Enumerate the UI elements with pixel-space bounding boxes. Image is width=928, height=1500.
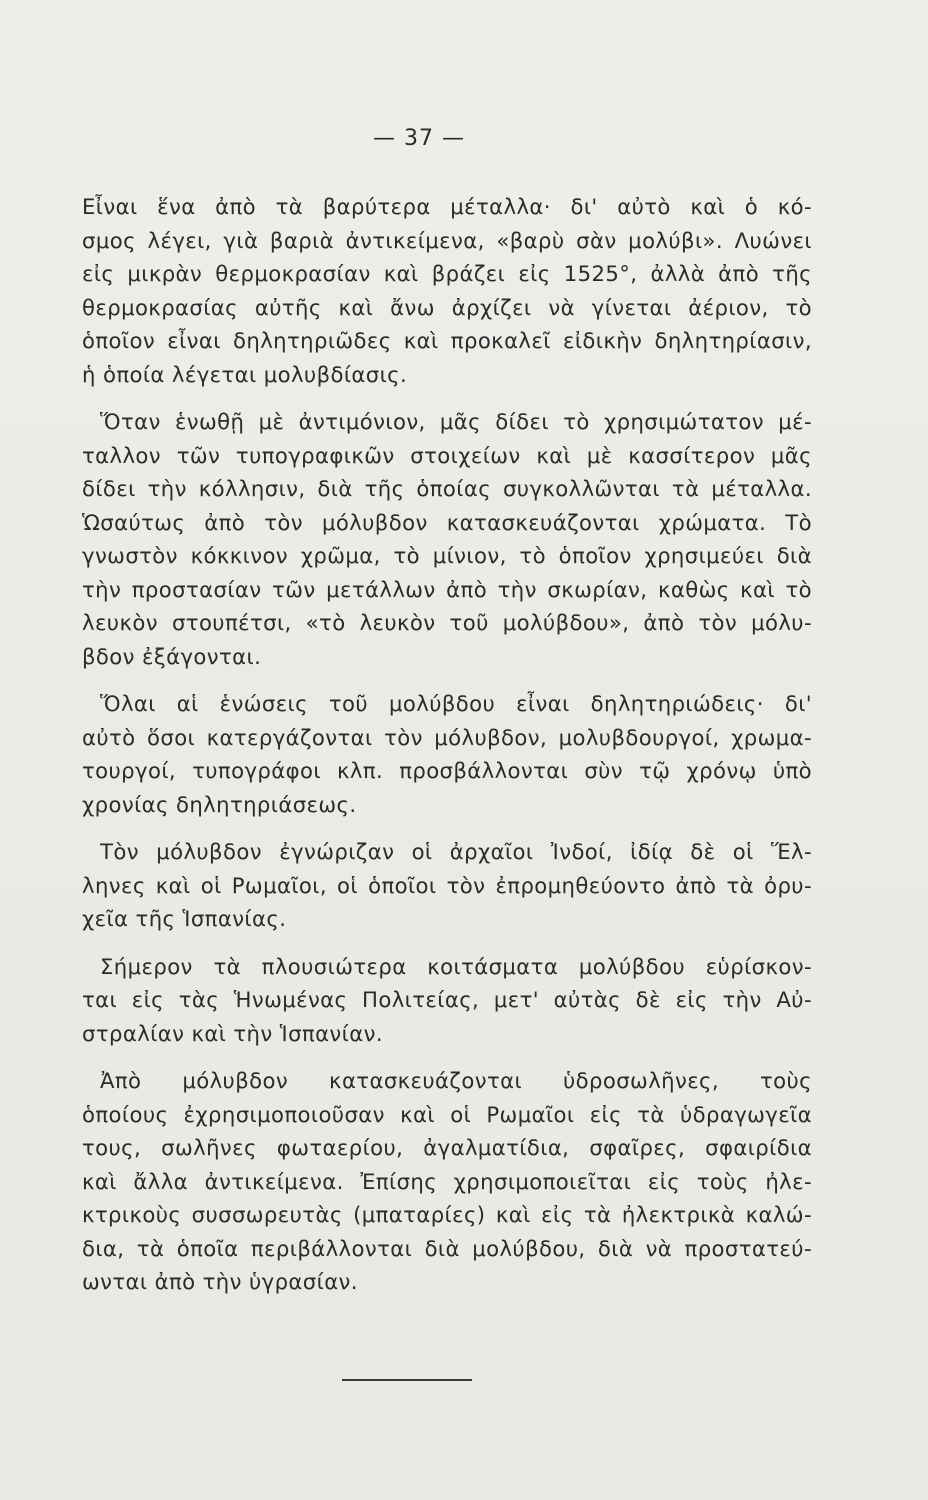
text-line: Εἶναι ἕνα ἀπὸ τὰ βαρύτερα μέταλλα· δι' αὐτὸ καὶ ὁ κό- — [82, 194, 812, 219]
text-line: κτρικοὺς συσσωρευτὰς (μπαταρίες) καὶ εἰς τὰ ἠλεκτρικὰ καλώ- — [82, 1202, 812, 1227]
text-line: ταλλον τῶν τυπογραφικῶν στοιχείων καὶ μὲ κασσίτερον μᾶς — [82, 442, 812, 468]
paragraph — [82, 950, 812, 1051]
end-rule — [342, 1379, 472, 1381]
paragraph — [82, 405, 812, 673]
text-line: Ὅλαι αἱ ἑνώσεις τοῦ μολύβδου εἶναι δηλητηριώδεις· δι' — [100, 691, 812, 716]
text-line: χεῖα τῆς Ἱσπανίας. — [82, 906, 287, 931]
text-line: γνωστὸν κόκκινον χρῶμα, τὸ μίνιον, τὸ ὁποῖον χρησιμεύει διὰ — [82, 543, 812, 568]
text-line: Σήμερον τὰ πλουσιώτερα κοιτάσματα μολύβδου εὑρίσκον- — [100, 953, 812, 979]
text-line: Ὅταν ἑνωθῇ μὲ ἀντιμόνιον, μᾶς δίδει τὸ χρησιμώτατον μέ- — [100, 409, 812, 434]
text-line: ἡ ὁποία λέγεται μολυβδίασις. — [82, 361, 408, 387]
text-line: Ἀπὸ μόλυβδον κατασκευάζονται ὑδροσωλῆνες, τοὺς — [100, 1068, 812, 1093]
text-line: στραλίαν καὶ τὴν Ἱσπανίαν. — [82, 1020, 383, 1046]
text-line: σμος λέγει, γιὰ βαριὰ ἀντικείμενα, «βαρὺ σὰν μολύβι». Λυώνει — [82, 227, 812, 253]
text-line: χρονίας δηλητηριάσεως. — [82, 791, 357, 817]
text-line: δια, τὰ ὁποῖα περιβάλλονται διὰ μολύβδου, διὰ νὰ προστατεύ- — [82, 1235, 812, 1261]
text-line: θερμοκρασίας αὐτῆς καὶ ἄνω ἀρχίζει νὰ γίνεται ἀέριον, τὸ — [82, 294, 812, 320]
text-line: τὴν προστασίαν τῶν μετάλλων ἀπὸ τὴν σκωρίαν, καθὼς καὶ τὸ — [82, 576, 812, 602]
text-line: λευκὸν στουπέτσι, «τὸ λευκὸν τοῦ μολύβδου», ἀπὸ τὸν μόλυ- — [82, 610, 812, 635]
text-line: ληνες καὶ οἱ Ρωμαῖοι, οἱ ὁποῖοι τὸν ἐπρομηθεύοντο ἀπὸ τὰ ὀρυ- — [82, 872, 812, 898]
text-line: εἰς μικρὰν θερμοκρασίαν καὶ βράζει εἰς 1525°, ἀλλὰ ἀπὸ τῆς — [82, 261, 812, 286]
text-line: βδον ἐξάγονται. — [82, 643, 262, 669]
paragraph — [82, 190, 812, 391]
paragraph — [82, 835, 812, 936]
text-line: ται εἰς τὰς Ἡνωμένας Πολιτείας, μετ' αὐτὰς δὲ εἰς τὴν Αὐ- — [82, 987, 812, 1012]
text-line: ωνται ἀπὸ τὴν ὑγρασίαν. — [82, 1269, 358, 1294]
text-line: Τὸν μόλυβδον ἐγνώριζαν οἱ ἀρχαῖοι Ἰνδοί, ἰδίᾳ δὲ οἱ Ἕλ- — [100, 839, 812, 864]
text-line: τουργοί, τυπογράφοι κλπ. προσβάλλονται σὺν τῷ χρόνῳ ὑπὸ — [82, 758, 812, 783]
text-line: δίδει τὴν κόλλησιν, διὰ τῆς ὁποίας συγκολλῶνται τὰ μέταλλα. — [82, 476, 812, 501]
text-line: ὁποῖον εἶναι δηλητηριῶδες καὶ προκαλεῖ εἰδικὴν δηλητηρίασιν, — [82, 328, 812, 353]
paragraph — [82, 1064, 812, 1299]
page-number: — 37 — — [373, 126, 465, 151]
paragraph — [82, 687, 812, 821]
text-line: Ὡσαύτως ἀπὸ τὸν μόλυβδον κατασκευάζονται χρώματα. Τὸ — [82, 509, 812, 535]
text-line: τους, σωλῆνες φωταερίου, ἀγαλματίδια, σφαῖρες, σφαιρίδια — [82, 1135, 812, 1160]
text-line: καὶ ἄλλα ἀντικείμενα. Ἐπίσης χρησιμοποιεῖται εἰς τοὺς ἠλε- — [82, 1168, 812, 1194]
text-line: αὐτὸ ὅσοι κατεργάζονται τὸν μόλυβδον, μολυβδουργοί, χρωμα- — [82, 724, 812, 750]
text-line: ὁποίους ἐχρησιμοποιοῦσαν καὶ οἱ Ρωμαῖοι εἰς τὰ ὑδραγωγεῖα — [82, 1101, 812, 1127]
body-text — [82, 190, 812, 1313]
